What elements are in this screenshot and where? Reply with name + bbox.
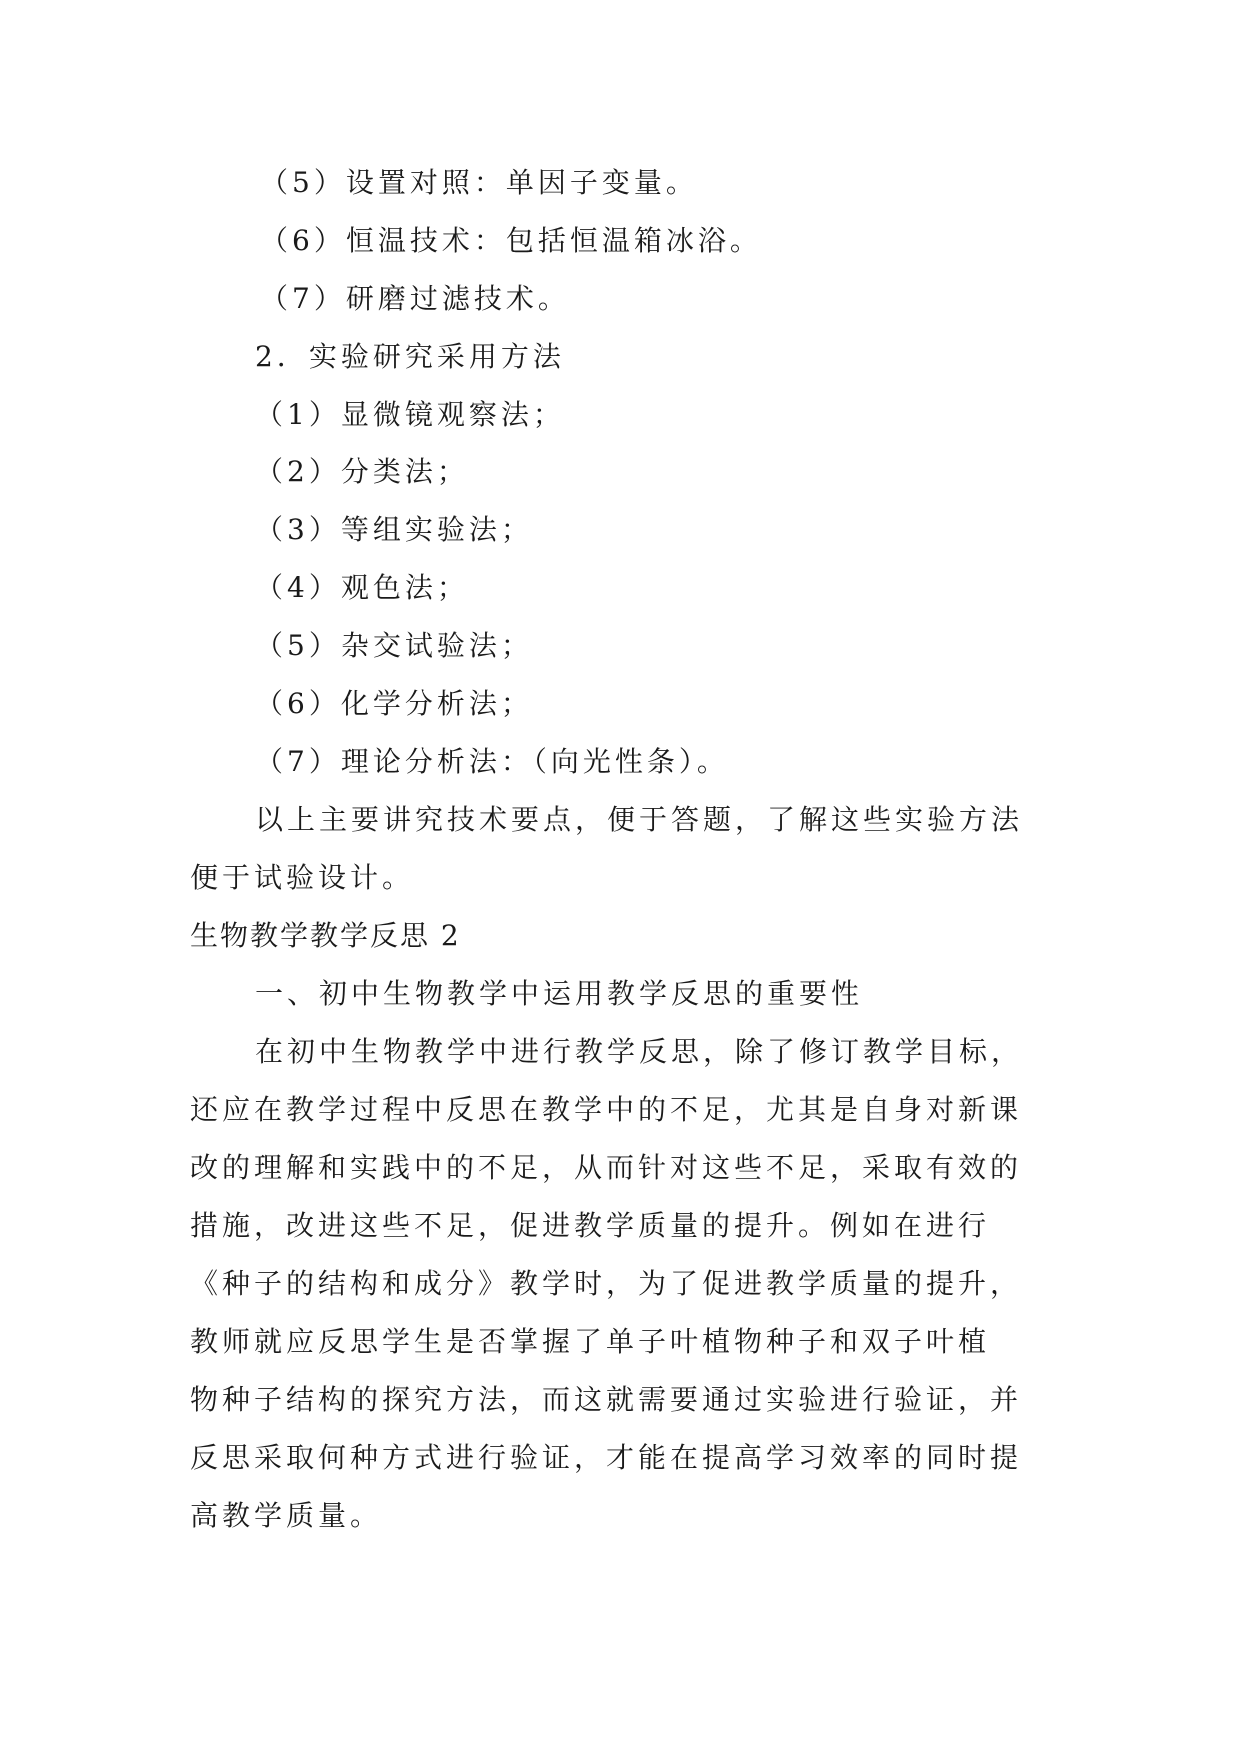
summary-line: 便于试验设计。 (190, 861, 415, 894)
section-title: 生物教学教学反思 2 (190, 919, 461, 952)
list-item: （4）观色法； (255, 571, 469, 604)
list-item: （5）杂交试验法； (255, 629, 533, 662)
body-line: 反思采取何种方式进行验证，才能在提高学习效率的同时提 (190, 1441, 1023, 1474)
body-line: 还应在教学过程中反思在教学中的不足，尤其是自身对新课 (190, 1093, 1023, 1126)
list-item: （6）化学分析法； (255, 687, 533, 720)
summary-line: 以上主要讲究技术要点，便于答题，了解这些实验方法 (255, 803, 1024, 836)
section-heading: 2．实验研究采用方法 (255, 340, 565, 373)
list-item: （5）设置对照：单因子变量。 (260, 166, 698, 199)
body-line: 措施，改进这些不足，促进教学质量的提升。例如在进行 (190, 1209, 991, 1242)
list-item: （7）研磨过滤技术。 (260, 282, 570, 315)
list-item: （3）等组实验法； (255, 513, 533, 546)
body-line: 《种子的结构和成分》教学时，为了促进教学质量的提升， (190, 1267, 1023, 1300)
list-item: （1）显微镜观察法； (255, 398, 565, 431)
body-line: 物种子结构的探究方法，而这就需要通过实验进行验证，并 (190, 1383, 1023, 1416)
body-line: 在初中生物教学中进行教学反思，除了修订教学目标， (255, 1035, 1024, 1068)
body-line: 高教学质量。 (190, 1499, 383, 1532)
subheading: 一、初中生物教学中运用教学反思的重要性 (255, 977, 864, 1010)
list-item: （6）恒温技术：包括恒温箱冰浴。 (260, 224, 762, 257)
list-item: （2）分类法； (255, 455, 469, 488)
body-line: 教师就应反思学生是否掌握了单子叶植物种子和双子叶植 (190, 1325, 991, 1358)
list-item: （7）理论分析法：（向光性条）。 (255, 745, 729, 778)
body-line: 改的理解和实践中的不足，从而针对这些不足，采取有效的 (190, 1151, 1023, 1184)
